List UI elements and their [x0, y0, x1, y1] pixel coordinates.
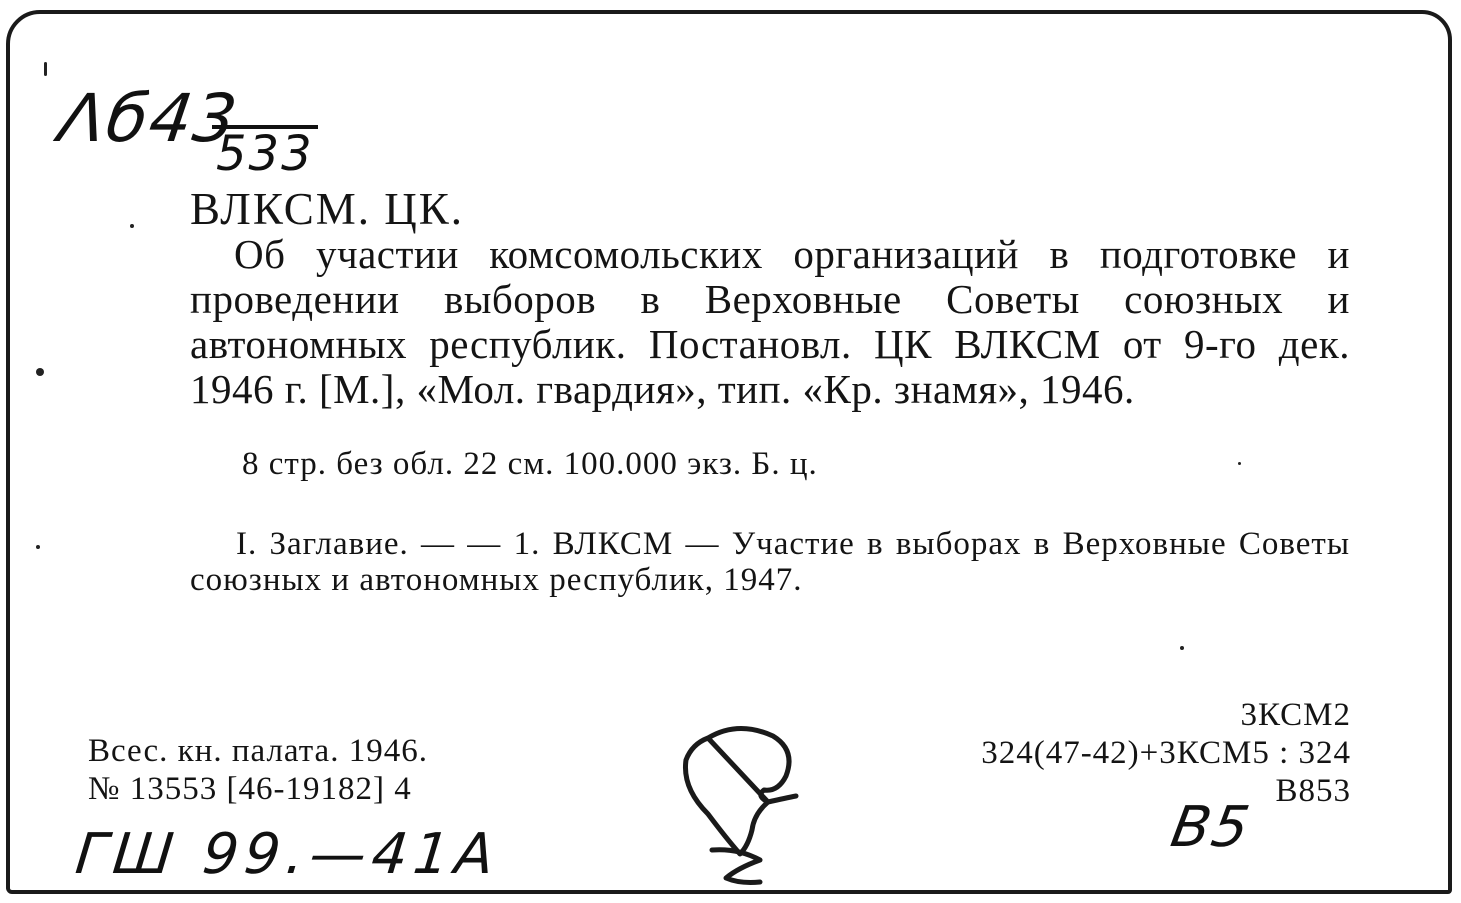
classification-formula: 324(47-42)+3КСМ5 : 324: [981, 735, 1351, 771]
ink-speck: [36, 368, 44, 376]
collation-line: 8 стр. без обл. 22 см. 100.000 экз. Б. ц.: [242, 446, 818, 482]
card-heading: ВЛКСМ. ЦК.: [190, 184, 465, 234]
ink-speck: [36, 545, 40, 549]
bibliographic-description: Об участии комсомольских организаций в подготовке и проведении выборов в Верховные Советы союзных и автономных республик. Постановл. ЦК ВЛКСМ от 9-го дек. 1946 г. [М.], «Мол. гвардия», тип. «Кр. знамя», 1946.: [190, 231, 1350, 412]
handwritten-author-mark: В5: [1166, 795, 1256, 860]
shelf-mark-numerator: Λб43: [54, 80, 244, 157]
classification-block: [981, 696, 1351, 810]
ink-speck: [130, 224, 134, 228]
book-chamber-number: № 13553 [46-19182] 4: [88, 771, 412, 807]
ink-speck: [1238, 462, 1241, 465]
ink-speck: [44, 62, 47, 76]
ink-stamp-mark: [668, 718, 818, 888]
tracings: I. Заглавие. — — 1. ВЛКСМ — Участие в выборах в Верховные Советы союзных и автономных республик, 1947.: [190, 526, 1350, 598]
classification-index: 3КСМ2: [1240, 697, 1351, 733]
shelf-mark-denominator: 533: [212, 125, 318, 179]
book-chamber-block: [88, 732, 428, 808]
author-table-mark: В853: [1275, 773, 1351, 809]
book-chamber-line: Всес. кн. палата. 1946.: [88, 733, 428, 769]
ink-speck: [1180, 646, 1184, 650]
inventory-code: ГШ 99.—41А: [72, 822, 503, 887]
